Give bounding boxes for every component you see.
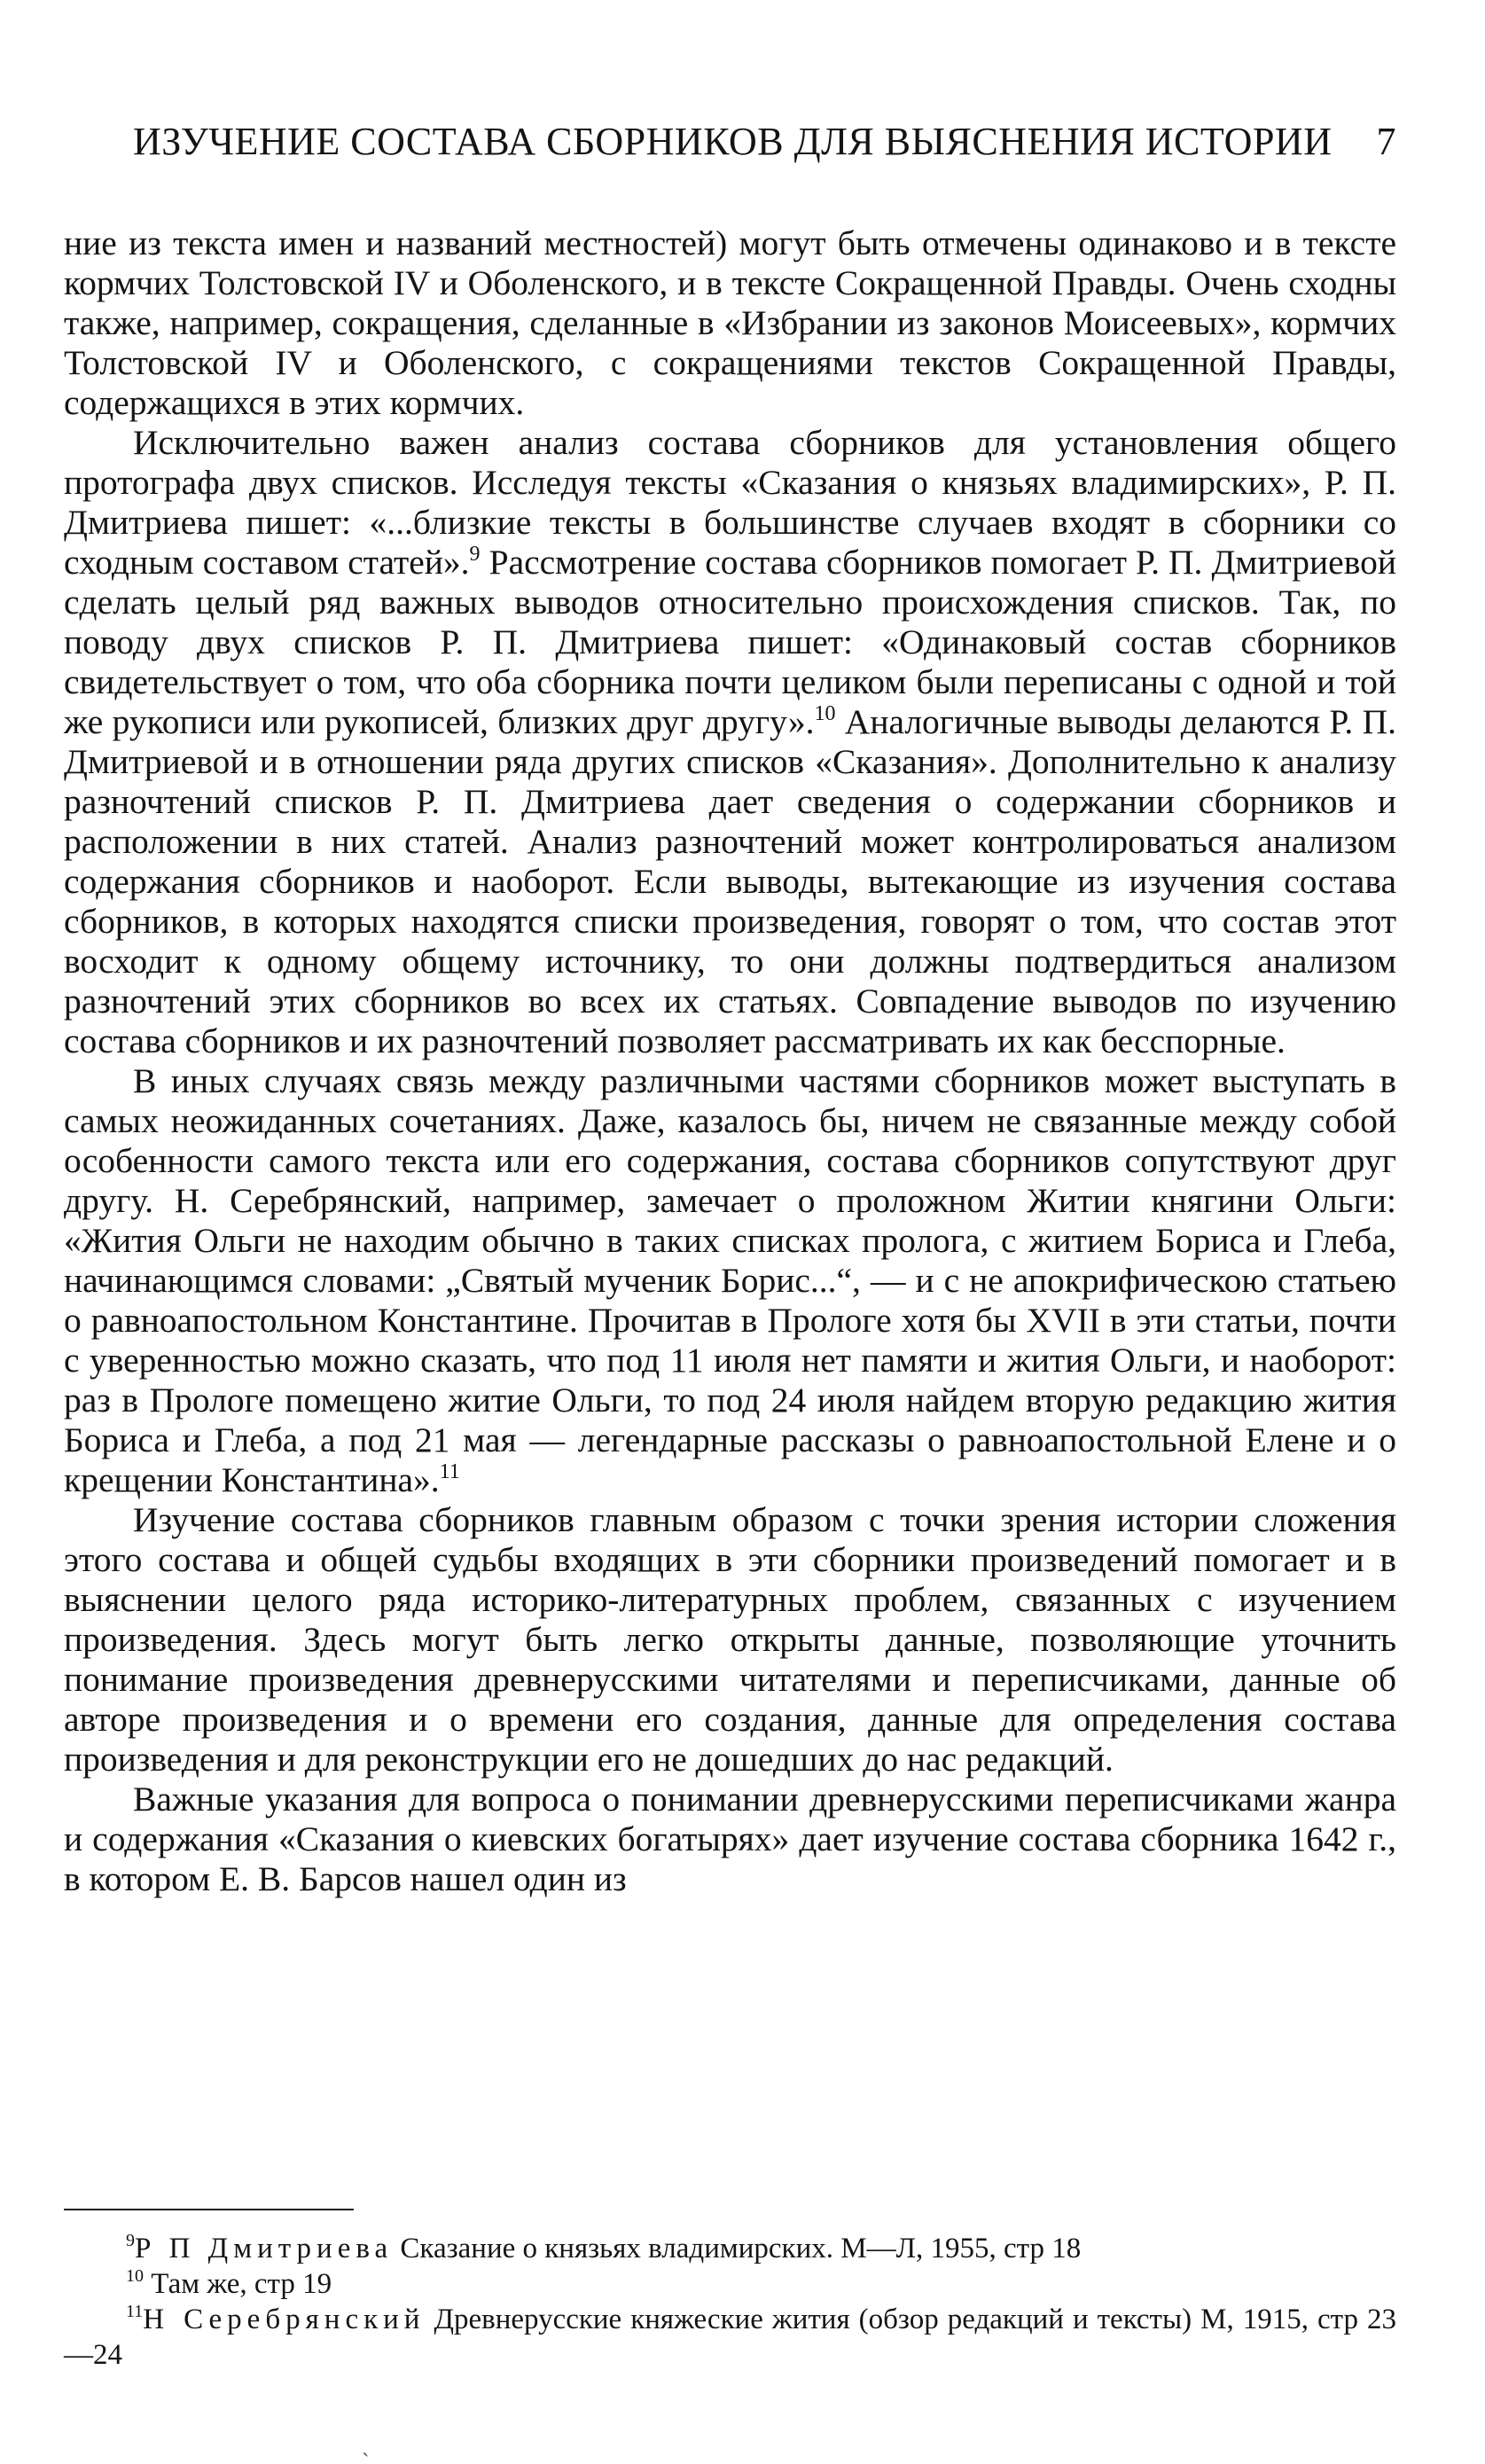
footnote-11 — [64, 2302, 1396, 2373]
running-header — [133, 117, 1396, 167]
footnote-text: Сказание о князьях владимирских. М—Л, 1955, стр 18 — [393, 2233, 1082, 2265]
footnote-text: Там же, стр 19 — [144, 2268, 332, 2300]
paragraph-2 — [64, 423, 1396, 1061]
footnote-number: 10 — [126, 2266, 144, 2286]
footnote-author: Р П Дмитриева — [135, 2233, 394, 2265]
paragraph-2-part-b: Рассмотрение состава сборников помогает Р. П. Дмитриевой сделать целый ряд важных выводов относительно происхождения списков. Так, по поводу двух списков Р. П. Дмитриева пишет: «Одинаковый состав сборников свидетельствует о том, что оба сборника почти целиком были переписаны с одной и той же рукописи или рукописей, близких друг другу». — [64, 543, 1396, 741]
paragraph-3-text: В иных случаях связь между различными частями сборников может выступать в самых неожиданных сочетаниях. Даже, казалось бы, ничем не связанные между собой особенности самого текста или его содержания, состава сборников сопутствуют друг другу. Н. Серебрянский, например, замечает о проложном Житии княгини Ольги: «Жития Ольги не находим обычно в таких списках пролога, с житием Бориса и Глеба, начинающимся словами: „Святый мученик Борис...“, — и с не апокрифическою статьею о равноапостольном Константине. Прочитав в Прологе хотя бы XVII в эти статьи, почти с уверенностью можно сказать, что под 11 июля нет памяти и жития Ольги, и наоборот: раз в Прологе помещено житие Ольги, то под 24 июля найдем вторую редакцию жития Бориса и Глеба, а под 21 мая — легендарные рассказы о равноапостольной Елене и о крещении Константина». — [64, 1061, 1396, 1499]
footnote-number: 11 — [126, 2302, 144, 2321]
paragraph-5: Важные указания для вопроса о понимании древнерусскими переписчиками жанра и содержания «Сказания о киевских богатырях» дает изучение состава сборника 1642 г., в котором Е. В. Барсов нашел один из — [64, 1780, 1396, 1898]
page-number: 7 — [1376, 120, 1396, 163]
paragraph-2-part-a: Исключительно важен анализ состава сборников для установления общего протографа двух списков. Исследуя тексты «Сказания о князьях владимирских», Р. П. Дмитриева пишет: «...близкие тексты в большинстве случаев входят в сборники со сходным составом статей». — [64, 423, 1396, 582]
footnotes — [64, 2231, 1396, 2373]
footnote-9 — [64, 2231, 1396, 2266]
footnote-text: Древнерусские княжеские жития (обзор редакций и тексты) М, 1915, стр 23—24 — [64, 2304, 1396, 2371]
footnote-divider — [64, 2209, 354, 2210]
footnote-ref-10: 10 — [814, 702, 836, 725]
footnote-author: Н Серебрянский — [143, 2304, 426, 2335]
footnote-10 — [64, 2266, 1396, 2302]
footnote-ref-9: 9 — [469, 543, 481, 566]
paragraph-3 — [64, 1061, 1396, 1500]
footnote-ref-11: 11 — [439, 1460, 460, 1483]
footnote-number: 9 — [126, 2231, 135, 2250]
paragraph-1: ние из текста имен и названий местностей) могут быть отмечены одинаково и в тексте кормчих Толстовской IV и Оболенского, и в тексте Сокращенной Правды. Очень сходны также, например, сокращения, сделанные в «Избрании из законов Моисеевых», кормчих Толстовской IV и Оболенского, с сокращениями текстов Сокращенной Правды, содержащихся в этих кормчих. — [64, 223, 1396, 422]
body-text — [64, 223, 1396, 1899]
paragraph-2-part-c: Аналогичные выводы делаются Р. П. Дмитриевой и в отношении ряда других списков «Сказания». Дополнительно к анализу разночтений списков Р. П. Дмитриева дает сведения о содержании сборников и расположении в них статей. Анализ разночтений может контролироваться анализом содержания сборников и наоборот. Если выводы, вытекающие из изучения состава сборников, в которых находятся списки произведения, говорят о том, что состав этот восходит к одному общему источнику, то они должны подтвердиться анализом разночтений этих сборников во всех их статьях. Совпадение выводов по изучению состава сборников и их разночтений позволяет рассматривать их как бесспорные. — [64, 702, 1396, 1060]
paragraph-4: Изучение состава сборников главным образом с точки зрения истории сложения этого состава и общей судьбы входящих в эти сборники произведений помогает и в выяснении целого ряда историко-литературных проблем, связанных с изучением произведения. Здесь могут быть легко открыты данные, позволяющие уточнить понимание произведения древнерусскими читателями и переписчиками, данные об авторе произведения и о времени его создания, данные для определения состава произведения и для реконструкции его не дошедших до нас редакций. — [64, 1500, 1396, 1779]
print-speck: ˏ — [362, 2431, 370, 2457]
running-title: ИЗУЧЕНИЕ СОСТАВА СБОРНИКОВ ДЛЯ ВЫЯСНЕНИЯ ИСТОРИИ — [133, 120, 1333, 163]
